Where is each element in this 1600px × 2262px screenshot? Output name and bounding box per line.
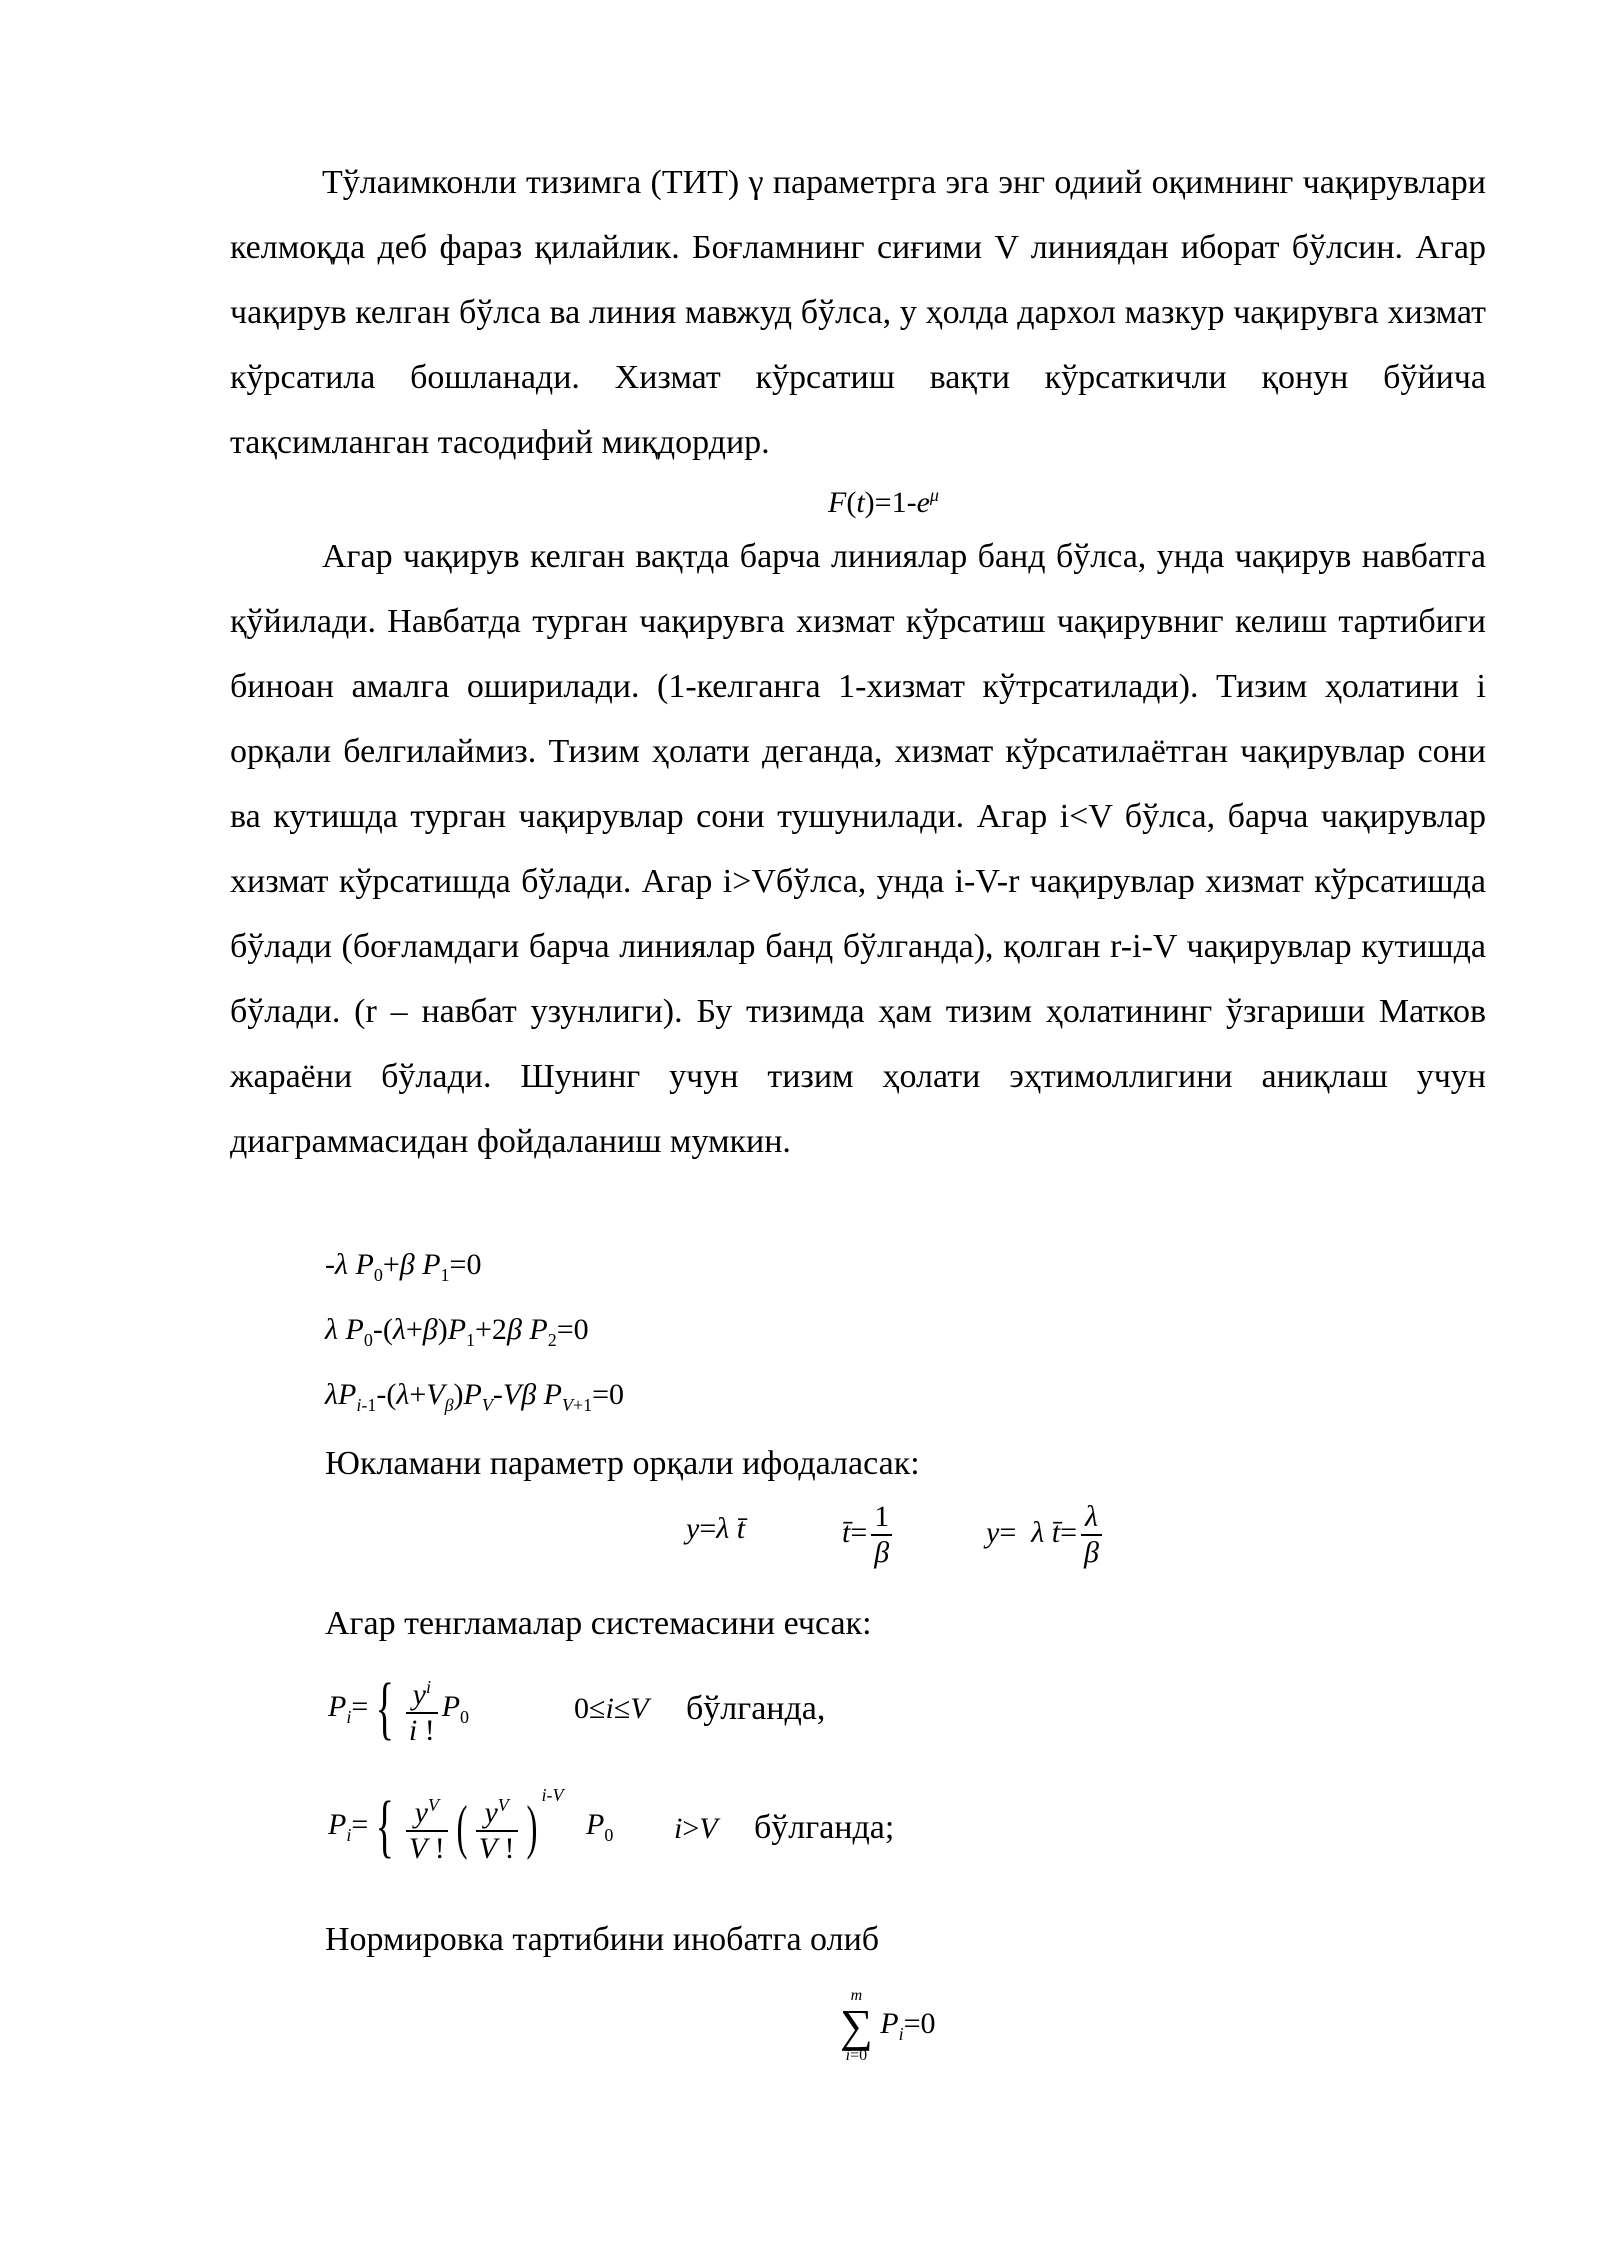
formula-load-ratio: y= λ t̄= $\frac{\lambda}{\beta}$ [986, 1500, 1106, 1570]
condition-range: 0≤i≤V [574, 1692, 649, 1725]
condition-greater: i>V [674, 1812, 718, 1845]
equation-3: $\lambda P_{i-1}-(\lambda+V_\beta)P_V-V\beta$ $P_{V+1}=0$ [325, 1378, 625, 1415]
paragraph-solve-system: Агар тенгламалар системасини ечсак: [325, 1605, 872, 1642]
paragraph-queue-description: Агар чақирув келган вақтда барча линиялар банд бўлса, унда чақирув навбатга қўйилади. Навбатда турган чақирувга хизмат кўрсатиш чақирувниг келиш тартибиги биноан амалга оширилади. (1-келганга 1-хизмат кўтрсатилади). Тизим ҳолатини i орқали белгилаймиз. Тизим ҳолати деганда, хизмат кўрсатилаётган чақирувлар сони ва кутишда турган чақирувлар сони тушунилади. Агар i<V бўлса, барча чақирувлар хизмат кўрсатишда бўлади. Агар i>Vбўлса, унда i-V-r чақирувлар хизмат кўрсатишда бўлади (боғламдаги барча линиялар банд бўлганда), қолган r-i-V чақирувлар кутишда бўлади. (r – навбат узунлиги). Бу тизимда ҳам тизим ҳолатининг ўзгариши Матков жараёни бўлади. Шунинг учун тизим ҳолати эҳтимоллигини аниқлаш учун диаграммасидан фойдаланиш мумкин. [230, 538, 1486, 1160]
formula-mean-time: t̄= $\frac{1}{\beta}$ [842, 1500, 896, 1570]
formula-pi-case-1: $P_i=$ { $\frac{y^i}{i !}$ $P_0$ [328, 1670, 470, 1747]
paragraph-normalization: Нормировка тартибини инобатга олиб [325, 1921, 880, 1958]
equation-2: λ $P_0-(\lambda+\beta)P_1+2\beta$ $P_2=0$ [325, 1313, 589, 1350]
paragraph-load-parameter: Юкламани параметр орқали ифодаласак: [325, 1445, 920, 1482]
paragraph-intro: Тўлаимконли тизимга (ТИТ) γ параметрга эга энг одиий оқимнинг чақирувлари келмоқда деб фараз қилайлик. Боғламнинг сиғими V линиядан иборат бўлсин. Агар чақирув келган бўлса ва линия мавжуд бўлса, у ҳолда дархол мазкур чақирувга хизмат кўрсатила бошланади. Хизмат кўрсатиш вақти кўрсаткичли қонун бўйича тақсимланган тасодифий миқдордир. [230, 164, 1486, 461]
formula-normalization-sum: m ∑ i=0 $P_i=0$ [840, 1987, 936, 2064]
equation-1: -λ $P_0+\beta$ $P_1=0$ [325, 1248, 482, 1285]
condition-text-2: бўлганда; [754, 1809, 895, 1846]
condition-text-1: бўлганда, [686, 1690, 826, 1727]
formula-load-y: y=λ t̄ [686, 1512, 746, 1545]
formula-distribution: $F(t)=1-e^\mu$ [828, 485, 939, 519]
formula-pi-case-2: $P_i=$ { $\frac{y^V}{V !}$ ( $\frac{y^V}{V !}$ ) $^{i-V}$ $P_0$ [328, 1784, 614, 1865]
